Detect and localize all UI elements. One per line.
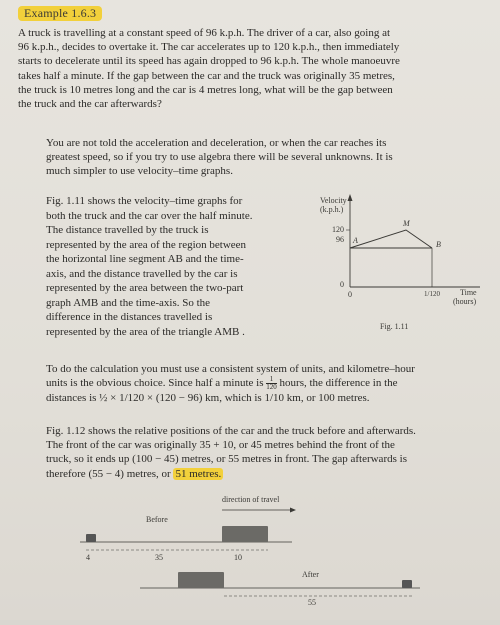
point-m-label: M [403,219,410,228]
tick-96: 96 [336,235,344,244]
text-line: starts to decelerate until its speed has again dropped to 96 k.p.h. The whole manoeuvre [18,55,400,68]
fraction-numerator: 1 [266,376,277,384]
conclusion-paragraph [46,424,464,481]
text-line: takes half a minute. If the gap between the car and the truck was originally 35 metres, [18,69,395,82]
y-axis-label: Velocity [320,196,347,205]
velocity-time-graph [300,192,490,334]
fraction-inline: 1/10 [264,392,285,405]
x-tick-end: 1/120 [424,290,440,298]
dim-35: 35 [155,553,163,562]
text-line: the truck is 10 metres long and the car is 4 metres long, what will be the gap between [18,83,393,96]
truck-after [178,572,224,588]
dim-10: 10 [234,553,242,562]
text-line: graph AMB and the time-axis. So the [46,296,211,309]
dim-55: 55 [308,598,316,607]
formula: ½ × 1/120 × (120 − 96) [99,392,203,405]
figure-caption: Fig. 1.11 [380,322,409,331]
text-line [46,376,464,391]
text-line: 96 k.p.h., decides to overtake it. The car accelerates up to 120 k.p.h., then immediately [18,41,400,54]
text-fragment: km, which is [205,392,265,405]
answer-highlight: 51 metres. [175,467,222,480]
x-axis-label: Time [460,288,477,297]
direction-arrowhead [290,508,296,513]
before-label: Before [146,515,168,524]
diagram-canvas [0,490,500,620]
text-line: Fig. 1.11 shows the velocity–time graphs for [46,195,243,207]
car-after [402,580,412,588]
text-line: represented by the area of the triangle AMB . [46,325,245,338]
text-fragment: distances is [46,392,100,405]
y-axis-arrow [348,194,353,201]
text-line: The distance travelled by the truck is [46,224,209,236]
text-line: the truck and the car afterwards? [18,98,162,111]
text-fragment: therefore (55 − 4) metres, or [46,467,174,480]
text-line: axis, and the distance travelled by the car is [46,267,238,280]
text-line: difference in the distances travelled is [46,311,213,323]
fraction [266,376,277,391]
text-line: represented by the area between the two-part [46,282,244,294]
calculation-paragraph [46,362,464,405]
text-line: the horizontal line segment AB and the time- [46,253,244,265]
x-tick-0: 0 [348,290,352,299]
dim-4: 4 [86,553,90,562]
after-label: After [302,570,319,579]
example-heading: Example 1.6.3 [18,6,102,21]
fraction-denominator: 120 [266,383,277,392]
text-line: Fig. 1.12 shows the relative positions of the car and the truck before and afterwards. [46,425,416,437]
text-line: The front of the car was originally 35 + 10, or 45 metres behind the front of the [46,439,395,452]
problem-statement [18,26,474,111]
text-line: You are not told the acceleration and deceleration, or when the car reaches its [46,137,387,149]
point-a-label: A [353,236,358,245]
x-axis-unit: (hours) [453,297,477,306]
text-fragment: units is the obvious choice. Since half a minute is [46,377,267,390]
text-line: both the truck and the car over the half minute. [46,209,253,222]
text-line [46,391,464,405]
tick-0: 0 [340,280,344,289]
text-line: much simpler to use velocity–time graphs. [46,165,233,178]
text-line: represented by the area of the region between [46,238,247,251]
text-fragment: hours, the difference in the [279,377,398,390]
positions-diagram [0,490,500,620]
car-line-amb [350,230,432,248]
direction-label: direction of travel [222,495,280,504]
text-line: truck, so it ends up (100 − 45) metres, or 55 metres in front. The gap afterwards is [46,453,407,466]
truck-before [222,526,268,542]
tick-120: 120 [332,225,344,234]
text-fragment: km, or 100 metres. [286,392,370,405]
text-line: A truck is travelling at a constant speed of 96 k.p.h. The driver of a car, also going at [18,27,391,39]
text-line: greatest speed, so if you try to use algebra there will be several unknowns. It is [46,151,393,164]
text-line [46,467,464,481]
point-b-label: B [436,240,441,249]
hint-paragraph [46,136,464,179]
text-line: To do the calculation you must use a consistent system of units, and kilometre–hour [46,363,415,375]
car-before [86,534,96,542]
figure-explanation [46,194,286,339]
y-axis-unit: (k.p.h.) [320,205,344,214]
